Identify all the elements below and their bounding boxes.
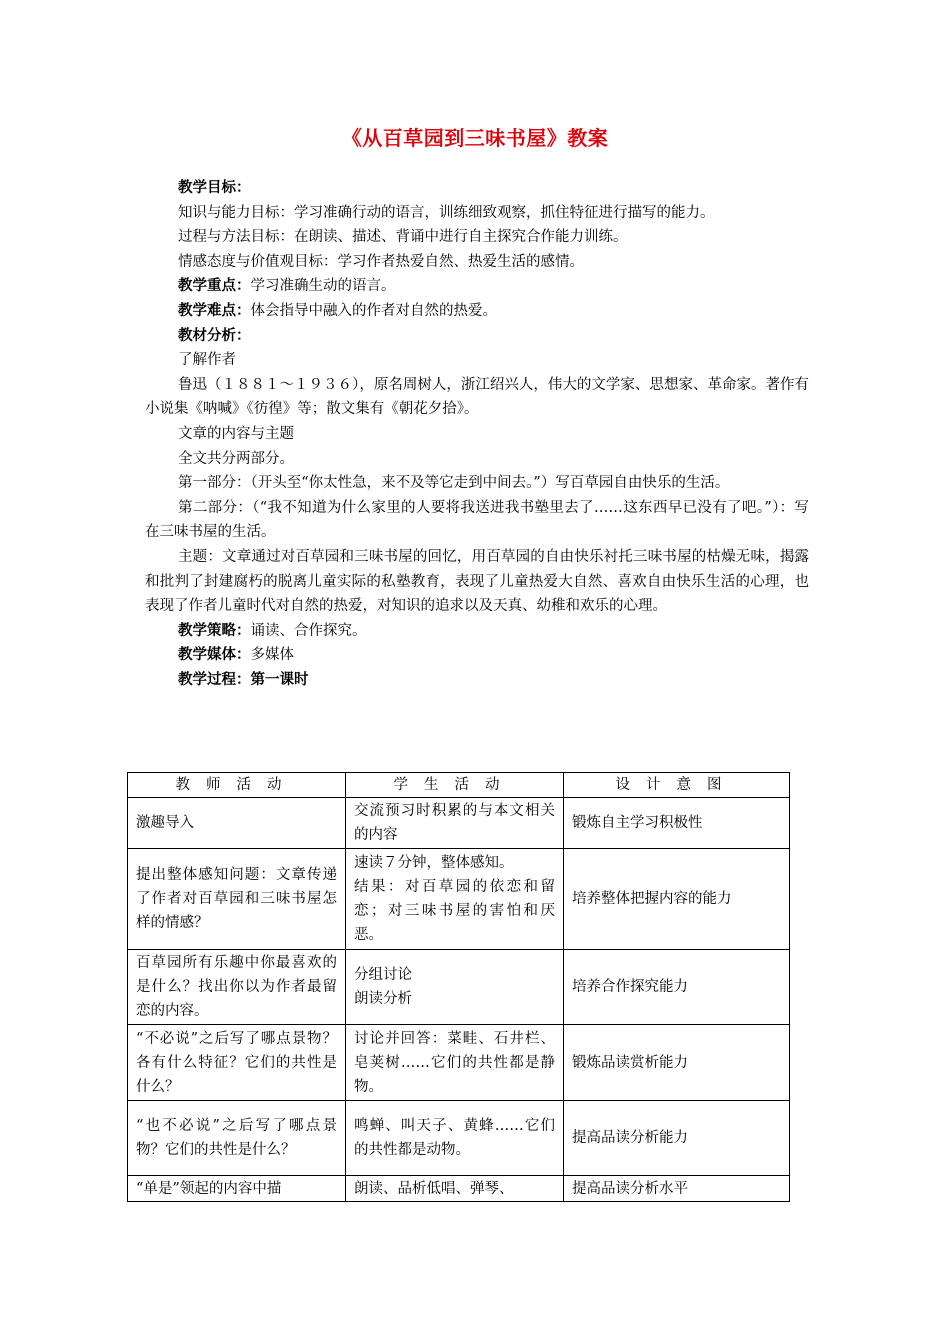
table-row [128, 1025, 790, 1101]
strategy-label: 教学策略： [178, 622, 251, 639]
strategy-text: 诵读、合作探究。 [250, 622, 367, 639]
part-two: 第二部分：（“我不知道为什么家里的人要将我送进我书塾里去了……这东西早已没有了吧。”）：写在三味书屋的生活。 [145, 499, 809, 541]
header-teacher-activity: 教师活动 [128, 773, 346, 798]
difficulty-text: 体会指导中融入的作者对自然的热爱。 [250, 302, 497, 319]
table-row [128, 1176, 790, 1202]
teacher-cell: “也不必说”之后写了哪点景物？它们的共性是什么？ [128, 1101, 346, 1176]
student-cell: 分组讨论 朗读分析 [346, 950, 564, 1025]
goals-heading: 教学目标： [178, 180, 251, 196]
intent-cell: 锻炼自主学习积极性 [564, 798, 790, 849]
content-heading: 文章的内容与主题 [178, 425, 294, 442]
difficulty [145, 299, 809, 324]
goal-process: 过程与方法目标：在朗读、描述、背诵中进行自主探究合作能力训练。 [178, 229, 628, 246]
process-label: 教学过程： [178, 671, 251, 688]
teaching-process-table [127, 772, 790, 1202]
table-row [128, 849, 790, 950]
table-row [128, 1101, 790, 1176]
student-cell: 交流预习时积累的与本文相关的内容 [346, 798, 564, 849]
author-heading: 了解作者 [178, 352, 236, 369]
table-row [128, 798, 790, 849]
analysis-heading: 教材分析： [178, 327, 251, 344]
intent-cell: 提高品读分析能力 [564, 1101, 790, 1176]
teacher-cell: “不必说”之后写了哪点景物？各有什么特征？它们的共性是什么？ [128, 1025, 346, 1101]
key-point-text: 学习准确生动的语言。 [250, 278, 396, 295]
header-design-intent: 设计意图 [564, 773, 790, 798]
process [145, 668, 809, 693]
teacher-cell: 激趣导入 [128, 798, 346, 849]
theme-paragraph: 主题：文章通过对百草园和三味书屋的回忆，用百草园的自由快乐衬托三味书屋的枯燥无味，揭露和批判了封建腐朽的脱离儿童实际的私塾教育，表现了儿童热爱大自然、喜欢自由快乐生活的心理，也表现了作者儿童时代对自然的热爱，对知识的追求以及天真、幼稚和欢乐的心理。 [145, 548, 809, 615]
goal-knowledge: 知识与能力目标：学习准确行动的语言，训练细致观察，抓住特征进行描写的能力。 [178, 204, 715, 221]
intent-cell: 培养合作探究能力 [564, 950, 790, 1025]
lesson-plan-body [145, 176, 809, 692]
student-cell: 讨论并回答：菜畦、石井栏、皂荚树……它们的共性都是静物。 [346, 1025, 564, 1101]
intent-cell: 提高品读分析水平 [564, 1176, 790, 1202]
student-cell: 朗读、品析低唱、弹琴、 [346, 1176, 564, 1202]
part-one: 第一部分：（开头至“你太性急，来不及等它走到中间去。”）写百草园自由快乐的生活。 [178, 475, 730, 492]
key-point [145, 274, 809, 299]
document-title: 《从百草园到三味书屋》教案 [341, 126, 609, 150]
process-text: 第一课时 [250, 671, 309, 688]
strategy [145, 619, 809, 644]
intent-cell: 培养整体把握内容的能力 [564, 849, 790, 950]
difficulty-label: 教学难点： [178, 302, 251, 319]
author-text: 鲁迅（１８８１～１９３６），原名周树人，浙江绍兴人，伟大的文学家、思想家、革命家。著作有小说集《呐喊》《彷徨》等；散文集有《朝花夕拾》。 [145, 376, 809, 418]
header-student-activity: 学生活动 [346, 773, 564, 798]
media-text: 多媒体 [250, 647, 294, 664]
table-row [128, 950, 790, 1025]
key-point-label: 教学重点： [178, 278, 251, 295]
goal-emotion: 情感态度与价值观目标：学习作者热爱自然、热爱生活的感情。 [178, 253, 584, 270]
teacher-cell: “单是”领起的内容中描 [128, 1176, 346, 1202]
student-cell: 速读７分钟，整体感知。 结果：对百草园的依恋和留恋；对三味书屋的害怕和厌恶。 [346, 849, 564, 950]
parts-intro: 全文共分两部分。 [178, 450, 294, 467]
media-label: 教学媒体： [178, 647, 251, 664]
table-header-row [128, 773, 790, 798]
teacher-cell: 提出整体感知问题：文章传递了作者对百草园和三味书屋怎样的情感？ [128, 849, 346, 950]
student-cell: 鸣蝉、叫天子、黄蜂……它们的共性都是动物。 [346, 1101, 564, 1176]
media [145, 643, 809, 668]
intent-cell: 锻炼品读赏析能力 [564, 1025, 790, 1101]
teacher-cell: 百草园所有乐趣中你最喜欢的是什么？找出你以为作者最留恋的内容。 [128, 950, 346, 1025]
